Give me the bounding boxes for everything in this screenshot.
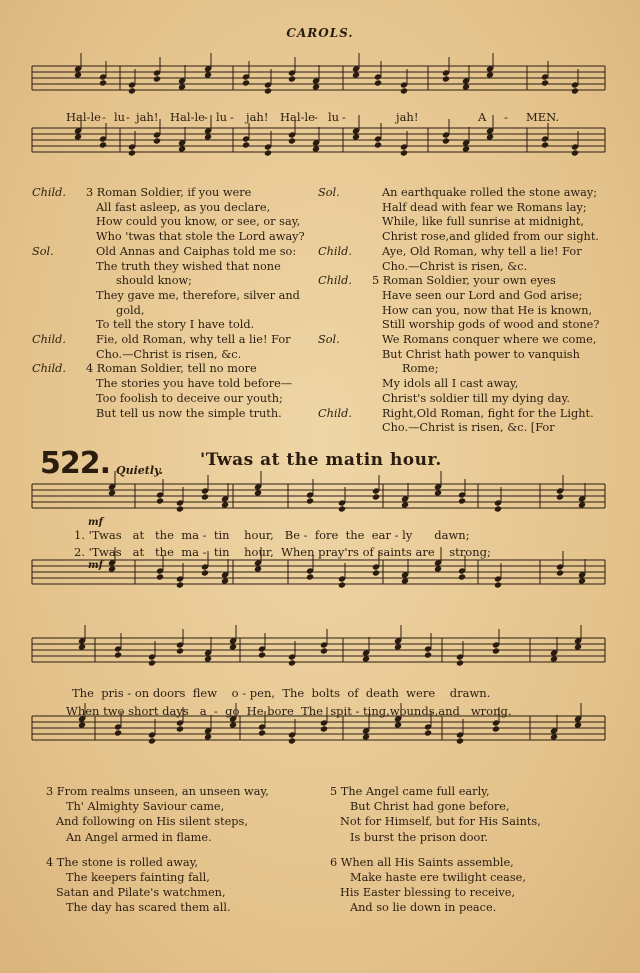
verse-line: His Easter blessing to receive,	[340, 886, 515, 900]
lyric-syllable: jah!	[136, 110, 159, 124]
dynamic-mf-1: mf	[88, 517, 103, 528]
note-head	[288, 137, 296, 144]
speaker-label: Sol.	[32, 244, 54, 258]
lyric-syllable: -	[230, 110, 234, 124]
lyric-syllable: jah!	[396, 110, 419, 124]
verse-line: Is burst the prison door.	[350, 830, 489, 844]
note-head	[156, 497, 164, 504]
note-head	[153, 75, 161, 82]
note-head	[148, 659, 156, 666]
verse-line: Have seen our Lord and God arise;	[382, 288, 583, 302]
note-head	[242, 79, 250, 86]
speaker-label: Child.	[32, 186, 66, 199]
verse-line: The keepers fainting fall,	[66, 871, 210, 884]
verse-line: And so lie down in peace.	[350, 901, 497, 915]
verse-line: Who 'twas that stole the Lord away?	[96, 230, 305, 244]
hymn-score	[0, 470, 640, 770]
dynamic-mf-2: mf	[88, 560, 103, 571]
lyric-syllable: lu	[114, 110, 126, 124]
note-head	[442, 137, 450, 144]
verse-line: We Romans conquer where we come,	[382, 333, 597, 346]
verse-line: 5 The Angel came full early,	[330, 785, 490, 798]
note-head	[541, 79, 549, 86]
note-head	[400, 87, 408, 94]
note-head	[320, 725, 328, 732]
verse-line: Too foolish to deceive our youth;	[96, 391, 283, 405]
lyric-syllable: Hal-le	[170, 110, 205, 124]
verse-line: To tell the story I have told.	[96, 318, 255, 332]
speaker-label: Sol.	[318, 333, 340, 346]
note-head	[571, 87, 579, 94]
verse-line: 4 The stone is rolled away,	[46, 855, 199, 869]
lyric-syllable: A	[478, 110, 487, 124]
note-head	[372, 493, 380, 500]
note-head	[374, 141, 382, 148]
verse-line: But tell us now the simple truth.	[96, 406, 282, 420]
lyric-syllable: Hal-le	[66, 110, 101, 124]
top-score	[0, 0, 640, 180]
note-head	[148, 737, 156, 744]
note-head	[456, 659, 464, 666]
hymn-line1-verse1: 1. 'Twas at the ma - tin hour, Be - fore the ear - ly dawn;	[74, 528, 470, 542]
verse-line: My idols all I cast away,	[382, 377, 519, 391]
note-head	[258, 729, 266, 736]
note-head	[424, 729, 432, 736]
lyric-syllable: -	[126, 110, 130, 124]
note-head	[258, 651, 266, 658]
note-head	[306, 497, 314, 504]
lyric-syllable: lu	[216, 110, 228, 124]
lyric-syllable: -	[204, 110, 208, 124]
note-head	[264, 87, 272, 94]
verse-line: They gave me, therefore, silver and	[96, 288, 300, 302]
verse-line: Still worship gods of wood and stone?	[382, 318, 600, 332]
note-head	[458, 497, 466, 504]
note-head	[176, 505, 184, 512]
note-head	[492, 647, 500, 654]
verse-line: But Christ had gone before,	[350, 800, 510, 814]
verse-line: Old Annas and Caiphas told me so:	[96, 244, 297, 258]
note-head	[176, 581, 184, 588]
note-head	[338, 505, 346, 512]
note-head	[424, 651, 432, 658]
note-head	[288, 75, 296, 82]
note-head	[400, 149, 408, 156]
hymn-line1-verse2: 2. 'Twas at the ma - tin hour, When pray'rs of saints are strong;	[74, 545, 491, 559]
verse-line: Satan and Pilate's watchmen,	[56, 886, 226, 900]
hymn-line1-treble	[32, 471, 605, 513]
note-head	[288, 737, 296, 744]
hymn-number: 522.	[40, 446, 111, 481]
verse-line: Rome;	[402, 362, 439, 376]
note-head	[128, 87, 136, 94]
verse-line: Aye, Old Roman, why tell a lie! For	[382, 244, 582, 258]
verse-line: An Angel armed in flame.	[66, 830, 212, 844]
verse-line: gold,	[116, 303, 145, 317]
verse-line: Make haste ere twilight cease,	[350, 871, 526, 884]
lyric-syllable: Hal-le	[280, 110, 315, 124]
tempo-marking: Quietly.	[116, 464, 163, 477]
note-head	[176, 725, 184, 732]
lyric-syllable: -	[342, 110, 346, 124]
page-header: CAROLS.	[286, 26, 354, 40]
verse-line: Christ's soldier till my dying day.	[382, 391, 570, 405]
note-head	[372, 569, 380, 576]
lyric-syllable: jah!	[246, 110, 269, 124]
verse-line: Fie, old Roman, why tell a lie! For	[96, 333, 291, 346]
verse-line: Not for Himself, but for His Saints,	[340, 815, 541, 829]
speaker-label: Child.	[318, 274, 352, 288]
note-head	[458, 573, 466, 580]
verse-line: All fast asleep, as you declare,	[96, 200, 271, 214]
lyric-syllable: -	[102, 110, 106, 124]
note-head	[242, 141, 250, 148]
speaker-label: Sol.	[318, 186, 340, 199]
note-head	[456, 737, 464, 744]
note-head	[306, 573, 314, 580]
note-head	[176, 647, 184, 654]
verse-line: But Christ hath power to vanquish	[382, 347, 580, 361]
verse-line: Th' Almighty Saviour came,	[66, 800, 225, 814]
verse-line: Christ rose,and glided from our sight.	[382, 230, 599, 244]
verse-line: While, like full sunrise at midnight,	[382, 215, 584, 229]
verse-line: The day has scared them all.	[66, 901, 231, 915]
note-head	[338, 581, 346, 588]
verse-line: Half dead with fear we Romans lay;	[382, 200, 587, 214]
note-head	[494, 505, 502, 512]
note-head	[494, 581, 502, 588]
note-head	[320, 647, 328, 654]
speaker-label: Child.	[318, 244, 352, 258]
note-head	[442, 75, 450, 82]
lyric-syllable: -	[504, 110, 508, 124]
verse-line: 4 Roman Soldier, tell no more	[86, 362, 257, 376]
verse-line: The stories you have told before—	[96, 377, 293, 391]
note-head	[114, 729, 122, 736]
note-head	[571, 149, 579, 156]
top-treble-staff	[32, 53, 605, 95]
note-head	[128, 149, 136, 156]
note-head	[541, 141, 549, 148]
verse-line: should know;	[116, 274, 192, 288]
verse-line: 3 Roman Soldier, if you were	[86, 186, 252, 199]
verse-line: An earthquake rolled the stone away;	[382, 186, 598, 199]
note-head	[201, 569, 209, 576]
note-head	[288, 659, 296, 666]
verse-line: How can you, now that He is known,	[382, 303, 593, 317]
verse-line: Cho.—Christ is risen, &c.	[382, 259, 528, 273]
note-head	[156, 573, 164, 580]
verse-line: Cho.—Christ is risen, &c. [For	[382, 421, 555, 435]
verse-line: How could you know, or see, or say,	[96, 215, 301, 229]
hymn-line2-treble	[32, 625, 605, 667]
note-head	[153, 137, 161, 144]
speaker-label: Child.	[32, 333, 66, 346]
note-head	[264, 149, 272, 156]
hymn-title: 'Twas at the matin hour.	[200, 450, 442, 470]
note-head	[374, 79, 382, 86]
verse-line: Cho.—Christ is risen, &c.	[96, 347, 242, 361]
verse-line: The truth they wished that none	[96, 259, 281, 273]
lyric-syllable: lu	[328, 110, 340, 124]
lyric-syllable: -	[314, 110, 318, 124]
lyric-syllable: MEN.	[526, 110, 560, 124]
note-head	[99, 79, 107, 86]
note-head	[556, 493, 564, 500]
verse-line: 5 Roman Soldier, your own eyes	[372, 274, 556, 288]
verse-line: And following on His silent steps,	[56, 815, 248, 829]
verse-line: Right,Old Roman, fight for the Light.	[382, 406, 594, 420]
hymn-line2-verse1: The pris - on doors flew o - pen, The bolts of death were drawn.	[72, 686, 491, 700]
hymn-line2-verse2: When two short days a - go He bore The spit - ting,wounds,and wrong.	[66, 704, 512, 718]
note-head	[556, 569, 564, 576]
note-head	[99, 141, 107, 148]
note-head	[492, 725, 500, 732]
note-head	[114, 651, 122, 658]
verse-line: 3 From realms unseen, an unseen way,	[46, 785, 269, 798]
speaker-label: Child.	[318, 406, 352, 420]
verse-line: 6 When all His Saints assemble,	[330, 855, 514, 869]
speaker-label: Child.	[32, 362, 66, 376]
note-head	[201, 493, 209, 500]
